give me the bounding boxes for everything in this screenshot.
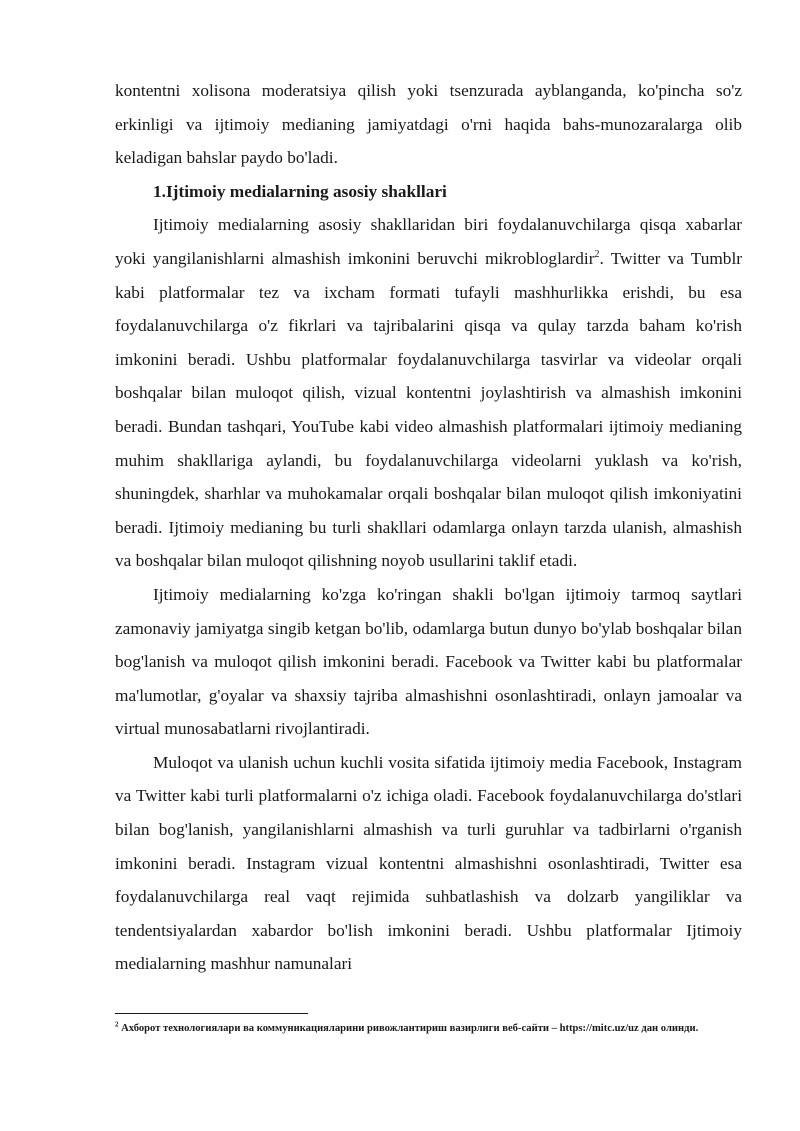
paragraph-continuation: kontentni xolisona moderatsiya qilish yoki tsenzurada ayblanganda, ko'pincha so'z erkinligi va ijtimoiy medianing jamiyatdagi o'rni haqida bahs-munozaralarga olib keladigan bahslar paydo bo'ladi. bbox=[115, 81, 742, 168]
paragraph-text: . Twitter va Tumblr kabi platformalar tez va ixcham formati tufayli mashhurlikka erishdi, bu esa foydalanuvchilarga o'z fikrlari va tajribalarini qisqa va qulay tarzda baham ko'rish imkonini beradi. Ushbu platformalar foydalanuvchilarga tasvirlar va videolar orqali boshqalar bilan muloqot qilish, vizual kontentni joylashtirish va almashish imkonini beradi. Bundan tashqari, YouTube kabi video almashish platformalari ijtimoiy medianing muhim shakllariga aylandi, bu foydalanuvchilarga videolarni yuklash va ko'rish, shuningdek, sharhlar va muhokamalar orqali boshqalar bilan muloqot qilish imkoniyatini beradi. Ijtimoiy medianing bu turli shakllari odamlarga onlayn tarzda ulanish, almashish va boshqalar bilan muloqot qilishning noyob usullarini taklif etadi. bbox=[115, 248, 743, 571]
footnote bbox=[115, 1021, 742, 1037]
paragraph-text: Ijtimoiy medialarning asosiy shakllaridan biri foydalanuvchilarga qisqa xabarlar yoki yangilanishlarni almashish imkonini beruvchi mikrobloglardir bbox=[115, 215, 742, 268]
footnote-separator bbox=[115, 1013, 308, 1014]
footnote-number: 2 bbox=[115, 1020, 119, 1029]
footnote-reference[interactable]: 2 bbox=[594, 249, 600, 261]
paragraph-microblogs bbox=[115, 208, 742, 578]
paragraph-platforms: Muloqot va ulanish uchun kuchli vosita sifatida ijtimoiy media Facebook, Instagram va Twitter kabi turli platformalarni o'z ichiga oladi. Facebook foydalanuvchilarga do'stlari bilan bog'lanish, yangilanishlarni almashish va turli guruhlar va tadbirlarni o'rganish imkonini beradi. Instagram vizual kontentni almashishni osonlashtiradi, Twitter esa foydalanuvchilarga real vaqt rejimida suhbatlashish va dolzarb yangiliklar va tendentsiyalardan xabardor bo'lish imkonini beradi. Ushbu platformalar Ijtimoiy medialarning mashhur namunalari bbox=[115, 752, 742, 974]
footnote-text: Ахборот технологиялари ва коммуникацияларини ривожлантириш вазирлиги веб-сайти – https://mitc.uz/uz дан олинди. bbox=[118, 1023, 699, 1034]
paragraph-social-networks: Ijtimoiy medialarning ko'zga ko'ringan shakli bo'lgan ijtimoiy tarmoq saytlari zamonaviy jamiyatga singib ketgan bo'lib, odamlarga butun dunyo bo'ylab boshqalar bilan bog'lanish va muloqot qilish imkonini beradi. Facebook va Twitter kabi bu platformalar ma'lumotlar, g'oyalar va shaxsiy tajriba almashishni osonlashtiradi, onlayn jamoalar va virtual munosabatlarni rivojlantiradi. bbox=[115, 584, 742, 739]
section-heading: 1.Ijtimoiy medialarning asosiy shakllari bbox=[153, 181, 447, 201]
